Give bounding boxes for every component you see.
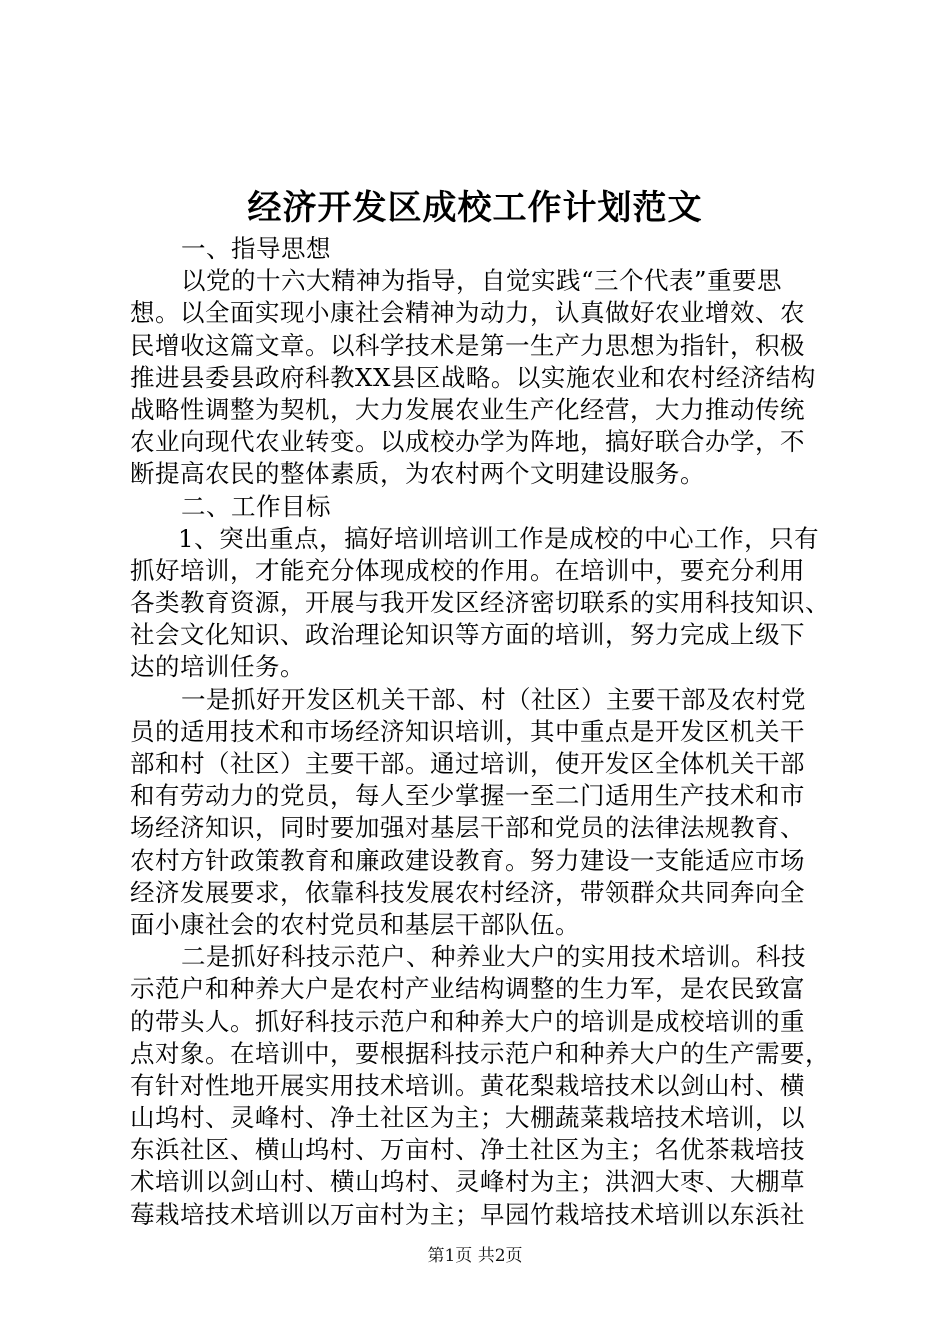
text-line: 经济发展要求，依靠科技发展农村经济，带领群众共同奔向全 [130, 877, 805, 907]
text-line: 一是抓好开发区机关干部、村（社区）主要干部及农村党 [181, 684, 806, 714]
text-line: 面小康社会的农村党员和基层干部队伍。 [130, 909, 580, 939]
document-title: 经济开发区成校工作计划范文 [247, 188, 703, 228]
text-line: 的带头人。抓好科技示范户和种养大户的培训是成校培训的重 [130, 1006, 805, 1036]
text-line: 社会文化知识、政治理论知识等方面的培训，努力完成上级下 [130, 620, 805, 650]
text-line: 断提高农民的整体素质，为农村两个文明建设服务。 [130, 459, 705, 489]
text-line: 抓好培训，才能充分体现成校的作用。在培训中，要充分利用 [130, 555, 805, 585]
text-line: 1、突出重点，搞好培训培训工作是成校的中心工作，只有 [178, 523, 820, 553]
text-line: 农业向现代农业转变。以成校办学为阵地，搞好联合办学，不 [130, 427, 805, 457]
text-line: 战略性调整为契机，大力发展农业生产化经营，大力推动传统 [130, 394, 805, 424]
text-line: 场经济知识，同时要加强对基层干部和党员的法律法规教育、 [130, 813, 805, 843]
text-line: 有针对性地开展实用技术培训。黄花梨栽培技术以剑山村、横 [130, 1070, 805, 1100]
text-line: 二是抓好科技示范户、种养业大户的实用技术培训。科技 [181, 942, 806, 972]
text-line: 推进县委县政府科教XX县区战略。以实施农业和农村经济结构 [130, 362, 816, 392]
text-line: 部和村（社区）主要干部。通过培训，使开发区全体机关干部 [130, 749, 805, 778]
text-line: 一、指导思想 [181, 234, 331, 263]
page-footer: 第1页 共2页 [427, 1246, 523, 1266]
text-line: 莓栽培技术培训以万亩村为主；早园竹栽培技术培训以东浜社 [130, 1199, 805, 1229]
text-line: 点对象。在培训中，要根据科技示范户和种养大户的生产需要， [130, 1038, 830, 1068]
text-line: 以党的十六大精神为指导，自觉实践“三个代表”重要思 [181, 266, 783, 296]
text-line: 二、工作目标 [181, 491, 331, 521]
text-line: 员的适用技术和市场经济知识培训，其中重点是开发区机关干 [130, 716, 805, 746]
text-line: 想。以全面实现小康社会精神为动力，认真做好农业增效、农 [130, 298, 805, 328]
text-line: 东浜社区、横山坞村、万亩村、净土社区为主；名优茶栽培技 [130, 1135, 805, 1165]
text-line: 各类教育资源，开展与我开发区经济密切联系的实用科技知识、 [130, 588, 830, 618]
document-body [130, 233, 842, 1231]
text-line: 示范户和种养大户是农村产业结构调整的生力军，是农民致富 [130, 974, 805, 1004]
text-line: 和有劳动力的党员，每人至少掌握一至二门适用生产技术和市 [130, 781, 805, 811]
text-line: 民增收这篇文章。以科学技术是第一生产力思想为指针，积极 [130, 330, 805, 360]
text-line: 山坞村、灵峰村、净土社区为主；大棚蔬菜栽培技术培训，以 [130, 1103, 805, 1133]
text-line: 农村方针政策教育和廉政建设教育。努力建设一支能适应市场 [130, 845, 805, 875]
text-line: 达的培训任务。 [130, 652, 305, 682]
text-line: 术培训以剑山村、横山坞村、灵峰村为主；洪泗大枣、大棚草 [130, 1167, 805, 1197]
